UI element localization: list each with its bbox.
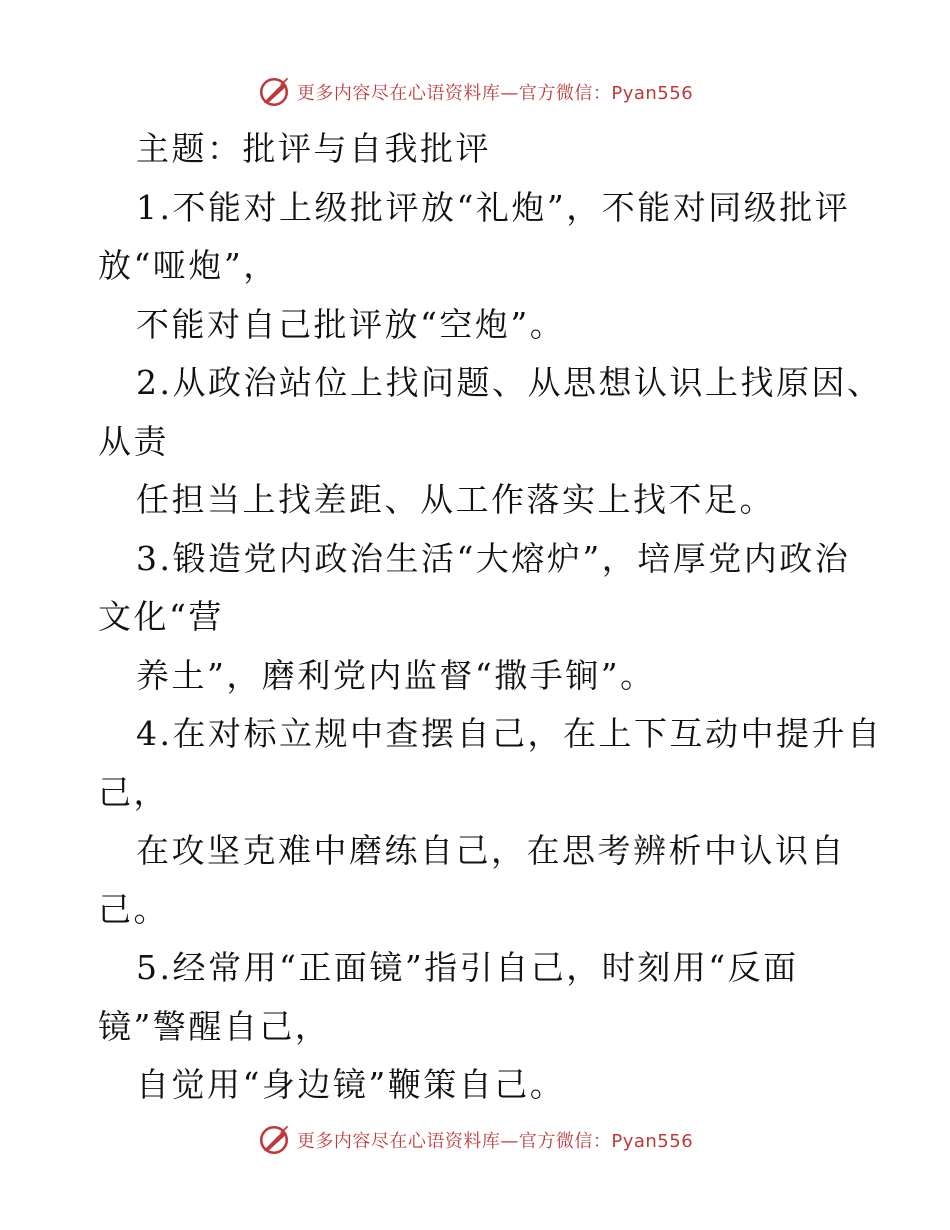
- paragraph-line: 养土”，磨利党内监督“撒手锏”。: [136, 655, 656, 695]
- paragraph-line: 5.经常用“正面镜”指引自己，时刻用“反面: [136, 948, 799, 987]
- quill-pen-logo-icon: [257, 1123, 291, 1157]
- paragraph-line: 4.在对标立规中查摆自己，在上下互动中提升自: [136, 714, 883, 753]
- document-body: [98, 120, 883, 1115]
- paragraph-line: 任担当上找差距、从工作落实上找不足。: [136, 480, 775, 519]
- paragraph-line: 从责: [98, 421, 169, 461]
- paragraph-line: 3.锻造党内政治生活“大熔炉”，培厚党内政治: [136, 538, 851, 578]
- paragraph-line: 文化“营: [98, 597, 224, 636]
- quill-pen-logo-icon: [257, 75, 291, 109]
- document-title: 主题：批评与自我批评: [136, 129, 491, 168]
- paragraph-line: 自觉用“身边镜”鞭策自己。: [136, 1065, 566, 1104]
- watermark-text: 更多内容尽在心语资料库—官方微信：Pyan556: [296, 1131, 694, 1152]
- paragraph-line: 1.不能对上级批评放“礼炮”，不能对同级批评: [136, 187, 851, 227]
- footer-watermark: [0, 1120, 950, 1160]
- header-watermark: [0, 72, 950, 112]
- paragraph-line: 放“哑炮”，: [98, 246, 279, 285]
- watermark-text: 更多内容尽在心语资料库—官方微信：Pyan556: [296, 83, 694, 104]
- paragraph-line: 2.从政治站位上找问题、从思想认识上找原因、: [136, 363, 883, 402]
- paragraph-line: 在攻坚克难中磨练自己，在思考辨析中认识自: [136, 831, 846, 870]
- paragraph-line: 己，: [98, 772, 169, 812]
- paragraph-line: 不能对自己批评放“空炮”。: [136, 304, 566, 344]
- paragraph-line: 镜”警醒自己，: [98, 1006, 331, 1046]
- paragraph-line: 己。: [98, 889, 169, 929]
